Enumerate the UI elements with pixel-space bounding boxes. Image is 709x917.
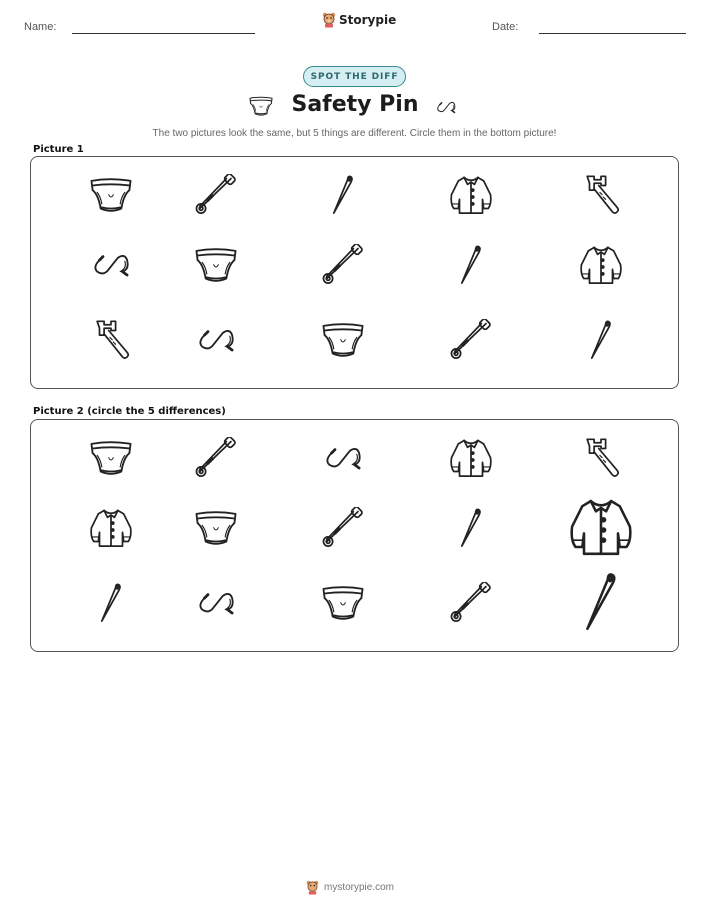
shirt-icon[interactable] xyxy=(451,440,491,476)
shirt-icon[interactable] xyxy=(91,510,131,546)
picture1-panel xyxy=(30,156,679,389)
bear-logo-icon xyxy=(322,12,336,28)
safety-pin-icon xyxy=(433,96,459,118)
safety-pin-icon[interactable] xyxy=(323,506,362,546)
date-line[interactable] xyxy=(539,33,686,34)
picture2-label: Picture 2 (circle the 5 differences) xyxy=(33,406,226,417)
picture1-canvas xyxy=(31,157,677,387)
footer xyxy=(306,880,394,895)
needle-icon[interactable] xyxy=(102,584,120,621)
instructions: The two pictures look the same, but 5 things are different. Circle them in the bottom picture! xyxy=(152,128,557,139)
needle-icon xyxy=(462,246,480,283)
diaper-icon[interactable] xyxy=(323,587,362,619)
needle-icon[interactable] xyxy=(462,509,480,546)
safety-pin-icon xyxy=(323,243,362,283)
picture1-label: Picture 1 xyxy=(33,144,84,155)
safety-pin-icon[interactable] xyxy=(451,581,490,621)
diaper-icon xyxy=(248,94,274,118)
storypie-logo xyxy=(322,12,396,28)
diaper-icon[interactable] xyxy=(91,442,130,474)
safety-pin-open-icon xyxy=(200,331,232,350)
spot-the-diff-badge: SPOT THE DIFF xyxy=(303,66,406,87)
bear-footer-icon xyxy=(306,880,319,895)
picture2-canvas[interactable] xyxy=(31,420,677,650)
clamp-icon xyxy=(97,321,128,358)
date-label: Date: xyxy=(492,21,519,33)
safety-pin-open-icon xyxy=(95,256,127,275)
needle-icon xyxy=(334,176,352,213)
needle-icon[interactable] xyxy=(587,574,614,628)
shirt-icon xyxy=(581,247,621,283)
diaper-icon xyxy=(196,249,235,281)
footer-url: mystorypie.com xyxy=(324,882,395,893)
diaper-icon xyxy=(323,324,362,356)
name-line[interactable] xyxy=(72,33,255,34)
name-label: Name: xyxy=(24,21,57,33)
needle-icon xyxy=(592,321,610,358)
diaper-icon xyxy=(91,179,130,211)
safety-pin-icon xyxy=(451,318,490,358)
page-title: Safety Pin xyxy=(291,92,419,117)
brand-name: Storypie xyxy=(339,13,397,27)
clamp-icon[interactable] xyxy=(587,439,618,476)
safety-pin-open-icon[interactable] xyxy=(200,594,232,613)
shirt-icon xyxy=(451,177,491,213)
clamp-icon xyxy=(587,176,618,213)
shirt-icon[interactable] xyxy=(572,501,631,554)
safety-pin-icon[interactable] xyxy=(196,436,235,476)
picture2-panel[interactable] xyxy=(30,419,679,652)
diaper-icon[interactable] xyxy=(196,512,235,544)
safety-pin-icon xyxy=(196,173,235,213)
safety-pin-open-icon[interactable] xyxy=(327,449,359,468)
